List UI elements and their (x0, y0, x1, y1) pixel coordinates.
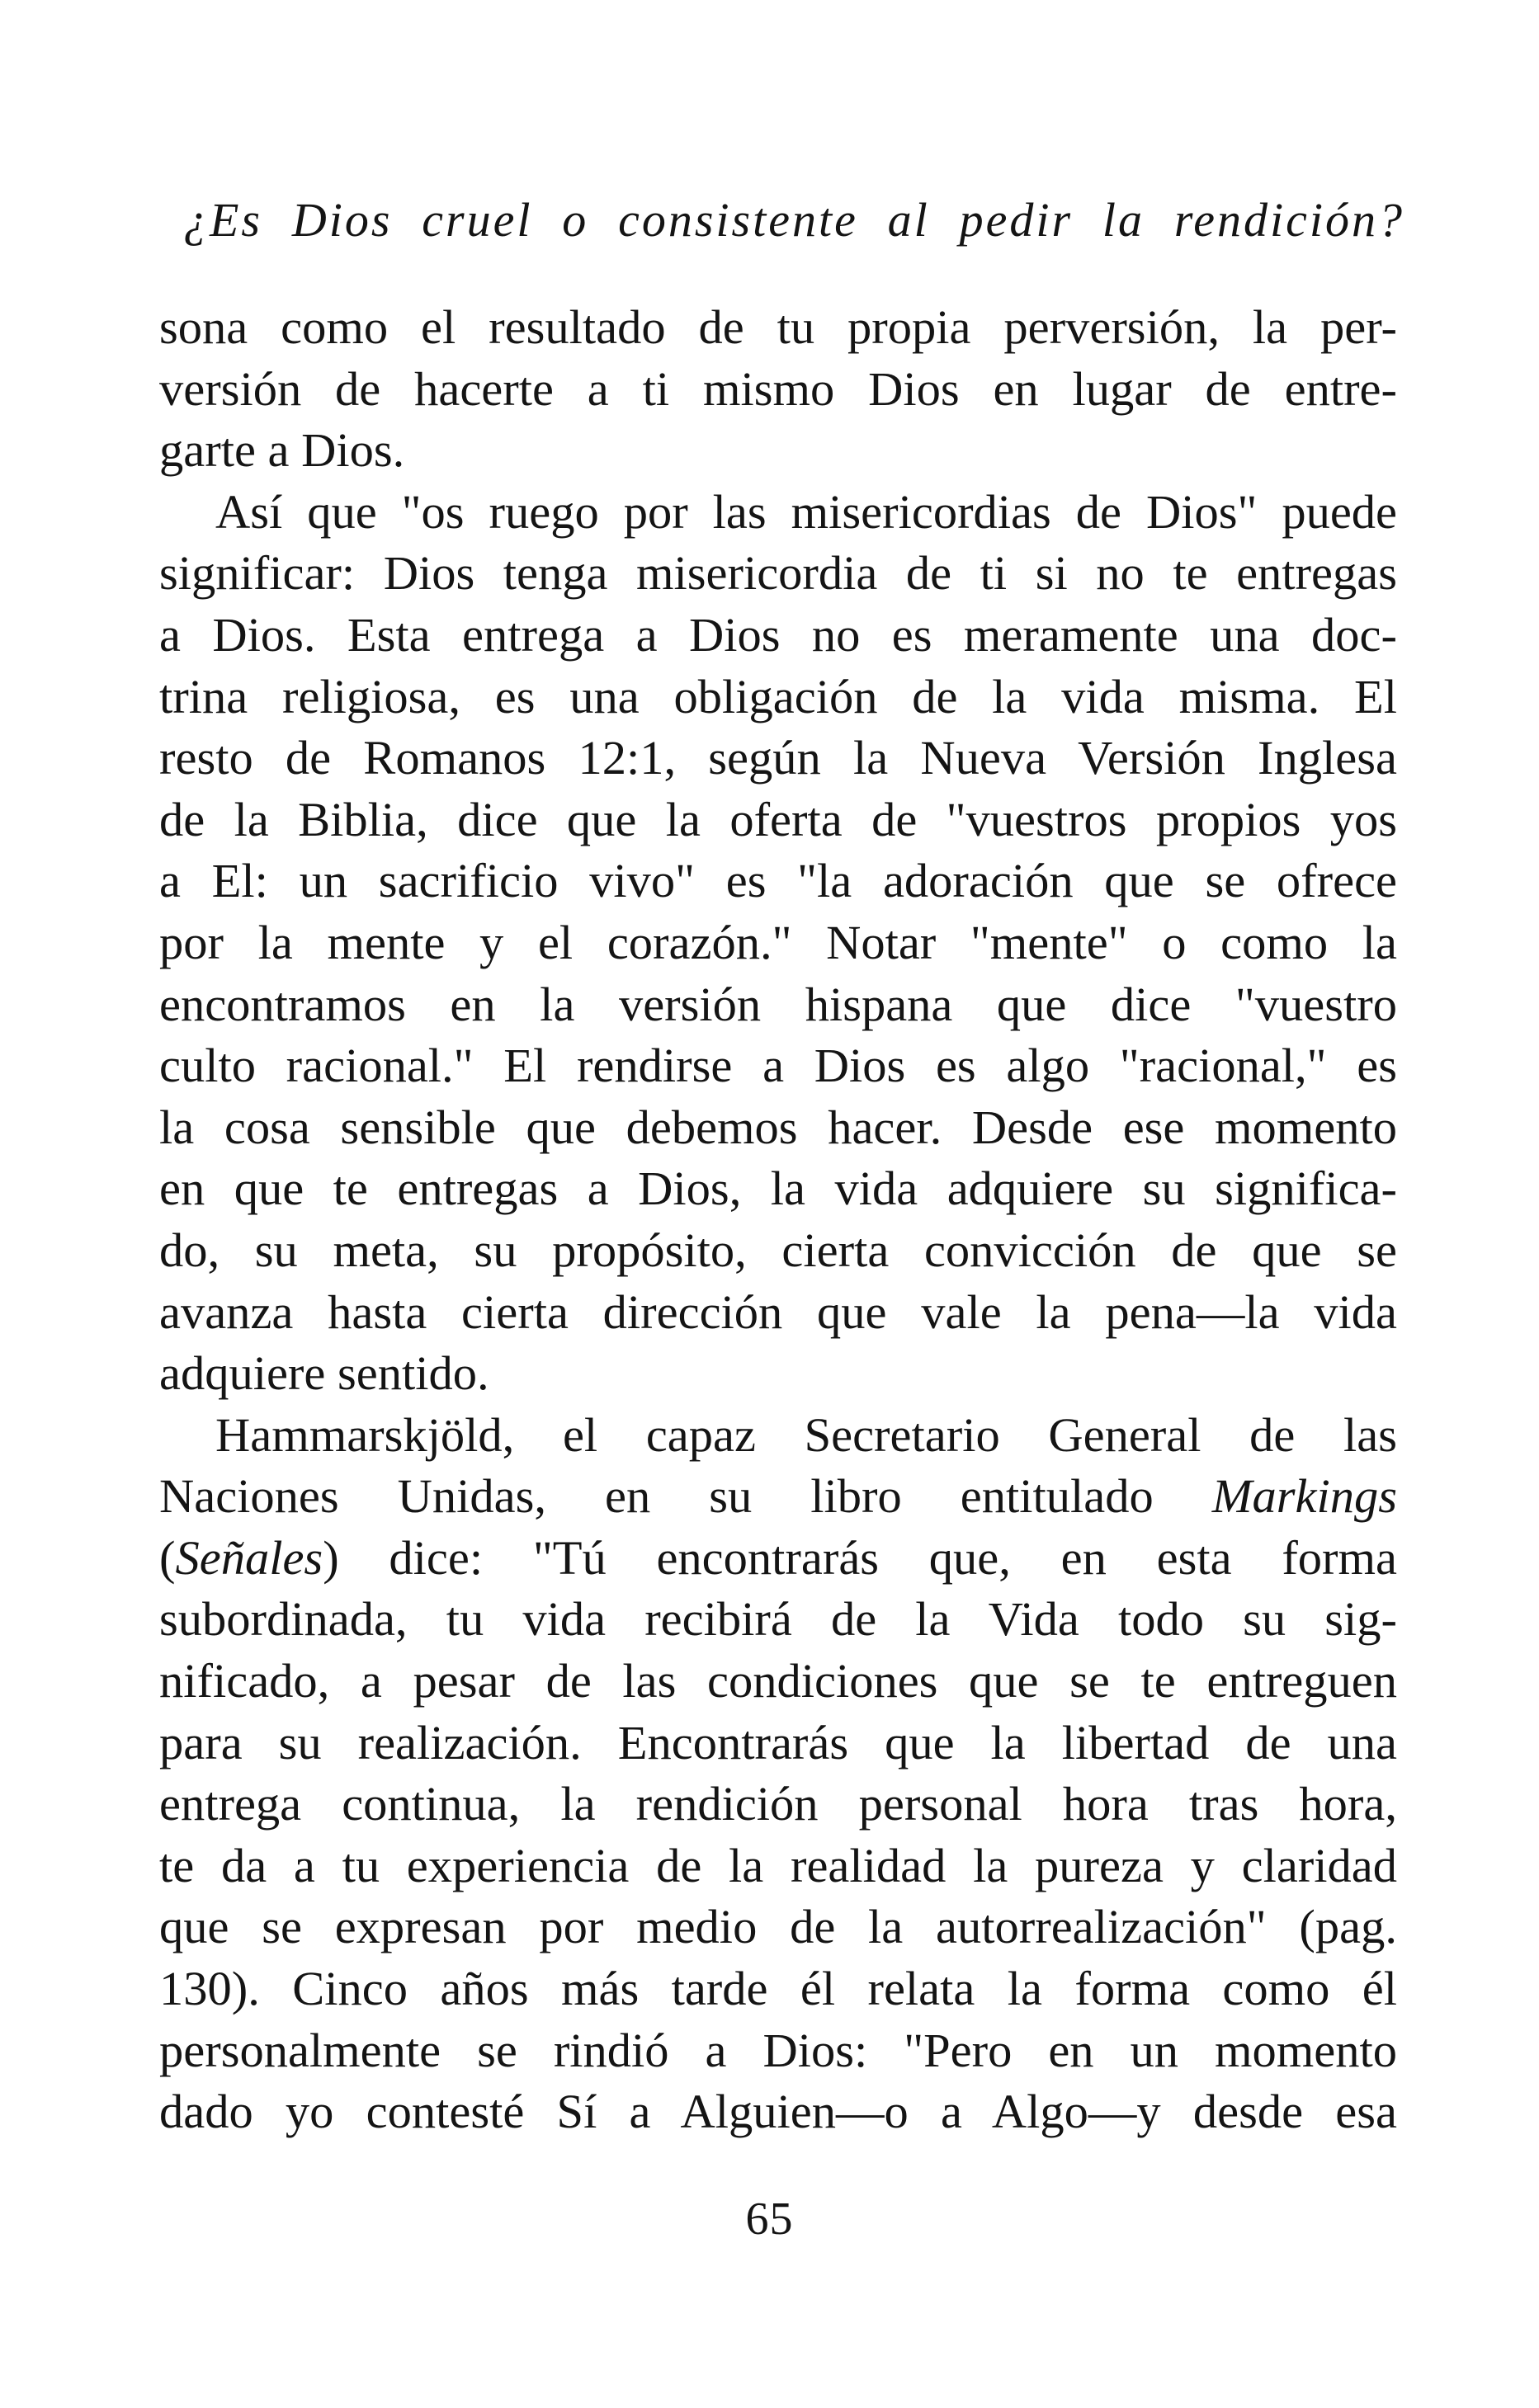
text-line: dado yo contesté Sí a Alguien—o a Algo—y desde esa (159, 2085, 1397, 2139)
text-line: versión de hacerte a ti mismo Dios en lugar de entre- (159, 361, 1397, 416)
text-segment: ( (159, 1530, 176, 1585)
running-header: ¿Es Dios cruel o consistente al pedir la rendición? (183, 193, 1404, 247)
text-line: significar: Dios tenga misericordia de ti si no te entregas (159, 546, 1397, 601)
text-segment: Naciones Unidas, en su libro entitulado (159, 1469, 1212, 1524)
body-text (159, 297, 1397, 2143)
text-line: Hammarskjöld, el capaz Secretario General de las (215, 1407, 1397, 1462)
text-line: a Dios. Esta entrega a Dios no es meramente una doc- (159, 607, 1397, 662)
text-line: por la mente y el corazón." Notar "mente" o como la (159, 915, 1397, 969)
text-line: avanza hasta cierta dirección que vale la pena—la vida (159, 1284, 1397, 1339)
text-line: resto de Romanos 12:1, según la Nueva Versión Inglesa (159, 731, 1397, 785)
text-line: 130). Cinco años más tarde él relata la forma como él (159, 1962, 1397, 2016)
text-line: trina religiosa, es una obligación de la vida misma. El (159, 669, 1397, 723)
text-line: entrega continua, la rendición personal hora tras hora, (159, 1777, 1397, 1831)
text-line: adquiere sentido. (159, 1346, 489, 1401)
text-line: garte a Dios. (159, 423, 405, 478)
text-line: de la Biblia, dice que la oferta de "vuestros propios yos (159, 792, 1397, 846)
text-line: personalmente se rindió a Dios: "Pero en un momento (159, 2023, 1397, 2077)
text-line (159, 1466, 1397, 1528)
text-line: a El: un sacrificio vivo" es "la adoración que se ofrece (159, 854, 1397, 908)
text-line: encontramos en la versión hispana que dice "vuestro (159, 977, 1397, 1031)
page-number: 65 (745, 2194, 794, 2245)
text-line: sona como el resultado de tu propia perversión, la per- (159, 300, 1397, 354)
text-line: Así que "os ruego por las misericordias de Dios" puede (215, 484, 1397, 539)
text-line: en que te entregas a Dios, la vida adquiere su significa- (159, 1162, 1397, 1216)
text-line: do, su meta, su propósito, cierta convicción de que se (159, 1223, 1397, 1277)
text-line: culto racional." El rendirse a Dios es algo "racional," es (159, 1039, 1397, 1093)
text-line: la cosa sensible que debemos hacer. Desde ese momento (159, 1100, 1397, 1154)
text-line: te da a tu experiencia de la realidad la pureza y claridad (159, 1838, 1397, 1892)
text-line: nificado, a pesar de las condiciones que se te entreguen (159, 1654, 1397, 1708)
text-line: que se expresan por medio de la autorrealización" (pag. (159, 1900, 1397, 1954)
book-title-senales: Señales (175, 1530, 323, 1585)
text-line: subordinada, tu vida recibirá de la Vida todo su sig- (159, 1592, 1397, 1647)
text-line (159, 1528, 1397, 1590)
text-segment: ) dice: "Tú encontrarás que, en esta forma (323, 1530, 1397, 1585)
text-line: para su realización. Encontrarás que la libertad de una (159, 1715, 1397, 1769)
book-title-markings: Markings (1211, 1469, 1397, 1524)
